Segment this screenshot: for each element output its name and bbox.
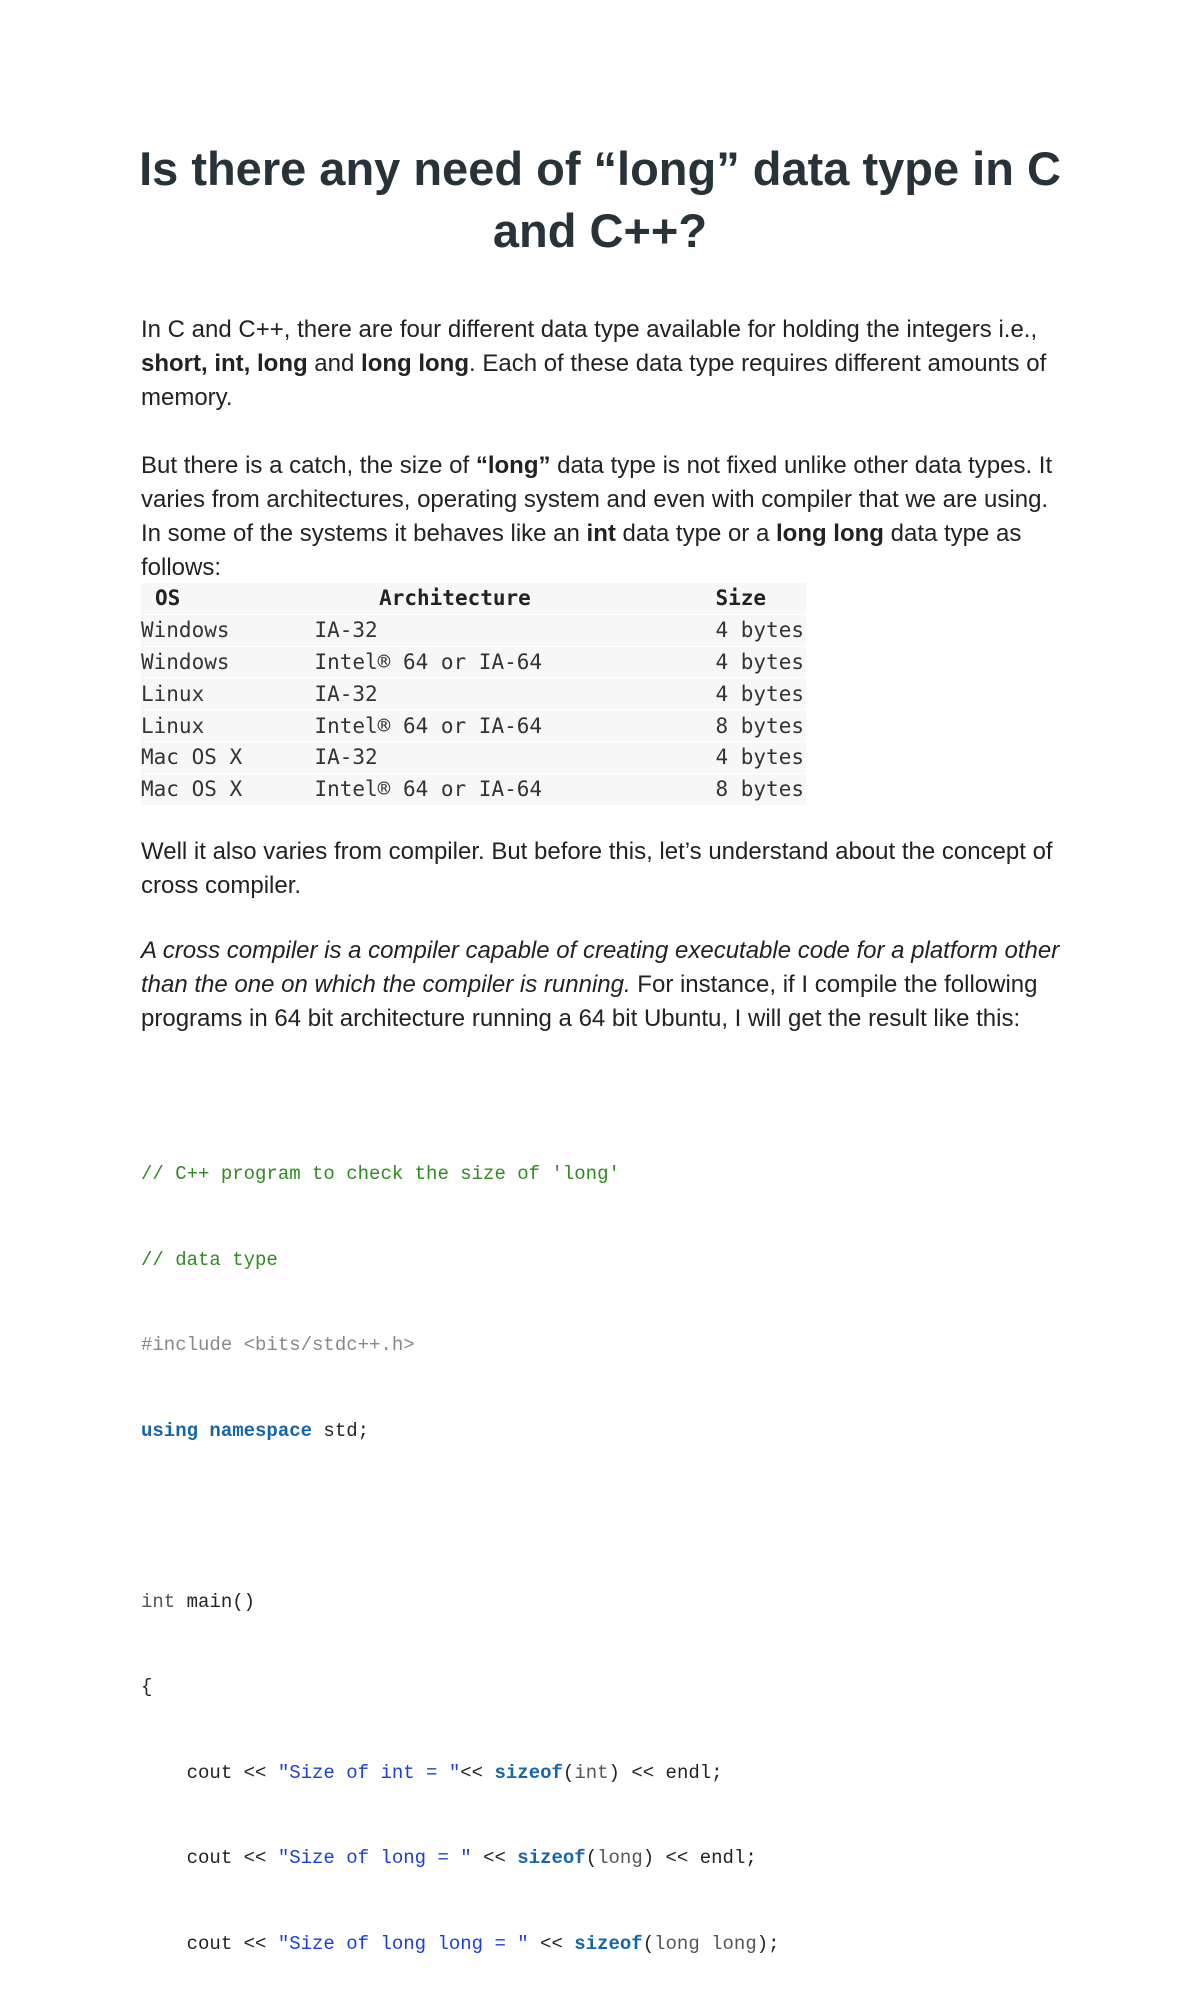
cell-os: Linux xyxy=(141,710,314,742)
header-os: OS xyxy=(141,583,314,614)
code-block xyxy=(141,1103,780,2015)
bold-run: long long xyxy=(361,350,469,377)
code-text: cout << xyxy=(186,1847,278,1869)
code-function: sizeof xyxy=(574,1932,643,1955)
code-line xyxy=(141,1246,780,1275)
code-string: "Size of long long = " xyxy=(277,1932,529,1955)
code-indent xyxy=(141,1933,187,1955)
cell-os: Mac OS X xyxy=(141,741,314,773)
cell-size: 8 bytes xyxy=(715,773,806,805)
cell-size: 4 bytes xyxy=(715,741,806,773)
page-title: Is there any need of “long” data type in C and C++? xyxy=(139,142,1061,257)
code-line xyxy=(141,1160,780,1189)
cell-architecture: Intel® 64 or IA-64 xyxy=(314,646,715,678)
table-row xyxy=(141,614,806,646)
cell-architecture: Intel® 64 or IA-64 xyxy=(314,710,715,742)
code-line xyxy=(141,1417,780,1446)
code-indent xyxy=(141,1847,187,1869)
bold-run: int xyxy=(586,520,616,547)
cell-os: Mac OS X xyxy=(141,773,314,805)
code-type: int xyxy=(574,1761,609,1784)
code-text: ( xyxy=(562,1761,575,1784)
code-line xyxy=(141,1759,780,1788)
text-run: But there is a catch, the size of xyxy=(141,452,476,479)
code-text: << endl; xyxy=(654,1847,757,1869)
code-text: ) xyxy=(608,1761,620,1784)
code-string: "Size of int = " xyxy=(277,1761,461,1784)
text-run: data type is not fixed unlike other data types. It varies from architectures, operating system and even with compiler that we are using. In some of the systems it behaves like an xyxy=(141,452,1053,547)
code-type: long xyxy=(597,1847,643,1869)
code-text: cout << xyxy=(186,1761,278,1784)
cell-architecture: IA-32 xyxy=(314,614,715,646)
cell-size: 8 bytes xyxy=(715,710,806,742)
code-text: << endl; xyxy=(619,1761,723,1784)
code-text: ( xyxy=(585,1847,598,1869)
code-line xyxy=(141,1844,780,1873)
text-run: . Each of these data type requires different amounts of memory. xyxy=(141,350,1047,411)
code-text: cout << xyxy=(186,1932,278,1955)
code-text: std; xyxy=(312,1419,370,1442)
code-comment: // C++ program to check the size of 'long' xyxy=(141,1163,620,1185)
code-text: { xyxy=(141,1676,153,1698)
code-text: ( xyxy=(642,1932,655,1955)
intro-paragraph xyxy=(141,313,1071,415)
cell-os: Windows xyxy=(141,614,314,646)
catch-paragraph xyxy=(141,449,1071,585)
header-architecture: Architecture xyxy=(314,583,715,614)
table-row xyxy=(141,741,806,773)
cell-architecture: Intel® 64 or IA-64 xyxy=(314,773,715,805)
table-row xyxy=(141,773,806,805)
code-text: ) xyxy=(756,1932,769,1955)
table-header-row xyxy=(141,583,806,614)
code-function: sizeof xyxy=(494,1761,563,1784)
code-text: << xyxy=(460,1761,495,1784)
italic-definition: A cross compiler is a compiler capable of creating executable code for a platform other than the one on which the compiler is running. xyxy=(141,937,1060,998)
code-text: ; xyxy=(768,1932,780,1955)
code-text: main() xyxy=(175,1590,256,1613)
text-run: For instance, if I compile the following programs in 64 bit architecture running a 64 bit Ubuntu, I will get the result like this: xyxy=(141,971,1038,1032)
code-line xyxy=(141,1930,780,1959)
cell-size: 4 bytes xyxy=(715,678,806,710)
code-blank-line xyxy=(141,1502,780,1531)
text-run: and xyxy=(307,350,362,377)
code-indent xyxy=(141,1762,187,1784)
text-run: data type or a xyxy=(615,520,776,547)
table-row xyxy=(141,678,806,710)
text-run: data type as follows: xyxy=(141,520,1022,581)
code-preprocessor: #include <bits/stdc++.h> xyxy=(141,1334,415,1356)
code-text: << xyxy=(471,1847,518,1869)
code-line xyxy=(141,1331,780,1360)
code-comment: // data type xyxy=(141,1248,278,1271)
cell-architecture: IA-32 xyxy=(314,678,715,710)
bold-run: long long xyxy=(775,520,884,547)
code-type: long long xyxy=(654,1932,757,1955)
bold-run: short, int, long xyxy=(141,350,308,377)
cross-compiler-paragraph xyxy=(141,934,1071,1036)
code-line xyxy=(141,1673,780,1702)
compiler-paragraph: Well it also varies from compiler. But before this, let’s understand about the concept of cross compiler. xyxy=(141,838,1053,899)
code-string: "Size of long = " xyxy=(277,1847,472,1869)
long-size-table xyxy=(141,583,806,806)
header-size: Size xyxy=(715,583,806,614)
code-line xyxy=(141,1588,780,1617)
code-text: ) xyxy=(642,1847,655,1869)
table-row xyxy=(141,710,806,742)
code-function: sizeof xyxy=(517,1847,586,1869)
code-keyword: using namespace xyxy=(141,1419,313,1442)
cell-size: 4 bytes xyxy=(715,614,806,646)
bold-run: “long” xyxy=(475,452,551,479)
cell-os: Linux xyxy=(141,678,314,710)
text-run: In C and C++, there are four different data type available for holding the integers i.e., xyxy=(141,316,1038,343)
table-row xyxy=(141,646,806,678)
cell-architecture: IA-32 xyxy=(314,741,715,773)
code-type: int xyxy=(141,1590,176,1613)
cell-size: 4 bytes xyxy=(715,646,806,678)
cell-os: Windows xyxy=(141,646,314,678)
code-text: << xyxy=(528,1932,575,1955)
